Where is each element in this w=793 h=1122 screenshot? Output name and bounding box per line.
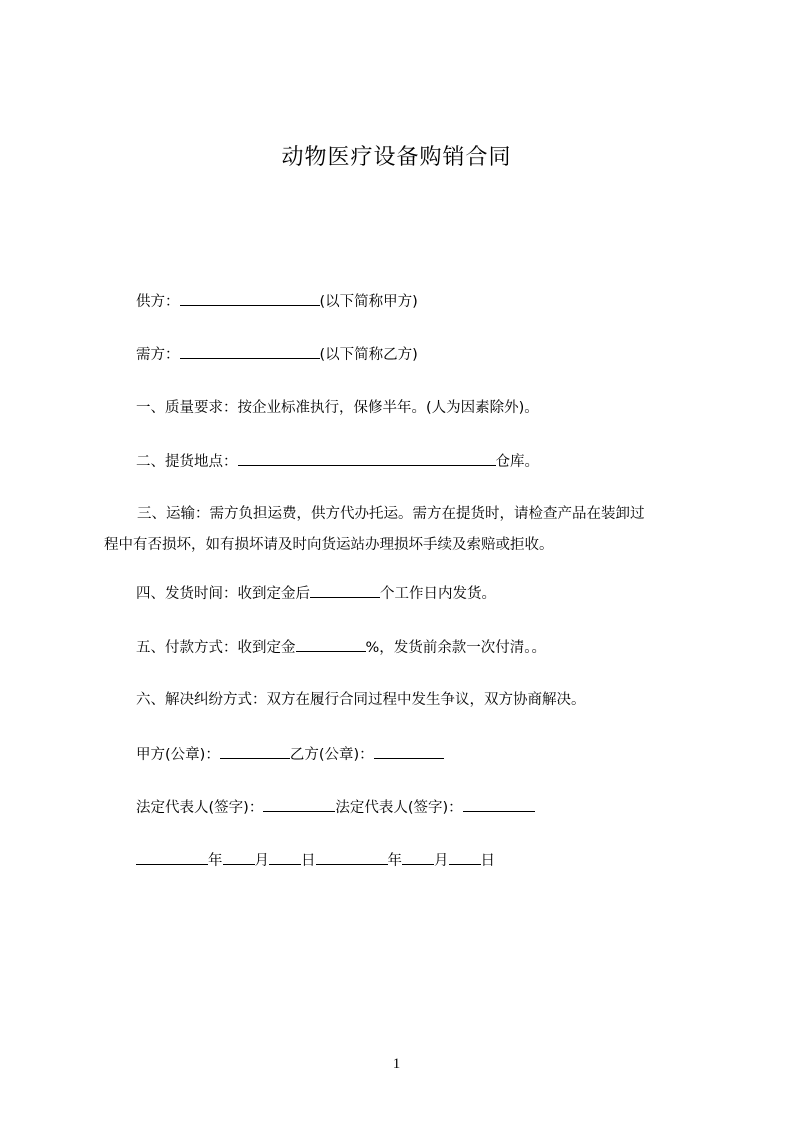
date-b-year-label: 年 xyxy=(387,853,402,869)
buyer-blank xyxy=(180,344,320,359)
clause-delivery-time xyxy=(136,583,496,604)
party-a-seal-label: 甲方(公章)： xyxy=(136,747,220,763)
representative-line xyxy=(136,797,535,818)
clause-quality: 一、质量要求：按企业标准执行，保修半年。(人为因素除外)。 xyxy=(136,400,539,416)
delivery-label: 四、发货时间：收到定金后 xyxy=(136,586,310,602)
party-b-seal-blank xyxy=(374,744,444,759)
date-a-month-blank xyxy=(223,850,255,865)
clause-dispute: 六、解决纠纷方式：双方在履行合同过程中发生争议，双方协商解决。 xyxy=(136,692,586,708)
transport-line-2: 程中有否损坏，如有损坏请及时向货运站办理损坏手续及索赔或拒收。 xyxy=(104,537,554,553)
date-b-year-blank xyxy=(316,850,388,865)
date-a-day-label: 日 xyxy=(301,853,316,869)
date-a-month-label: 月 xyxy=(254,853,269,869)
seal-line xyxy=(136,744,444,765)
date-a-year-blank xyxy=(136,850,208,865)
transport-line-1: 三、运输：需方负担运费，供方代办托运。需方在提货时，请检查产品在装卸过 xyxy=(137,506,645,522)
deposit-percent-blank xyxy=(296,637,366,652)
supplier-blank xyxy=(180,291,320,306)
pickup-suffix: 仓库。 xyxy=(495,454,539,470)
pickup-blank xyxy=(238,451,496,466)
document-title: 动物医疗设备购销合同 xyxy=(281,145,512,170)
supplier-label: 供方： xyxy=(136,294,180,310)
rep-a-label: 法定代表人(签字)： xyxy=(136,800,264,816)
buyer-line xyxy=(136,344,418,365)
buyer-suffix: (以下简称乙方) xyxy=(319,347,418,363)
delivery-suffix: 个工作日内发货。 xyxy=(380,586,496,602)
clause-payment xyxy=(136,637,546,658)
date-a-day-blank xyxy=(269,850,301,865)
payment-label: 五、付款方式：收到定金 xyxy=(136,640,296,656)
date-b-day-label: 日 xyxy=(480,853,495,869)
rep-b-label: 法定代表人(签字)： xyxy=(335,800,463,816)
clause-transport xyxy=(104,499,704,561)
date-b-day-blank xyxy=(449,850,481,865)
date-a-year-label: 年 xyxy=(208,853,223,869)
date-b-month-blank xyxy=(402,850,434,865)
rep-a-blank xyxy=(263,797,335,812)
party-a-seal-blank xyxy=(220,744,290,759)
date-line xyxy=(136,850,495,871)
delivery-days-blank xyxy=(310,583,380,598)
supplier-line xyxy=(136,291,418,312)
rep-b-blank xyxy=(463,797,535,812)
clause-pickup-location xyxy=(136,451,539,472)
pickup-label: 二、提货地点： xyxy=(136,454,238,470)
date-b-month-label: 月 xyxy=(434,853,449,869)
supplier-suffix: (以下简称甲方) xyxy=(319,294,418,310)
party-b-seal-label: 乙方(公章)： xyxy=(289,747,374,763)
payment-suffix: %，发货前余款一次付清。。 xyxy=(365,640,547,656)
page-number: 1 xyxy=(392,1056,401,1072)
buyer-label: 需方： xyxy=(136,347,180,363)
